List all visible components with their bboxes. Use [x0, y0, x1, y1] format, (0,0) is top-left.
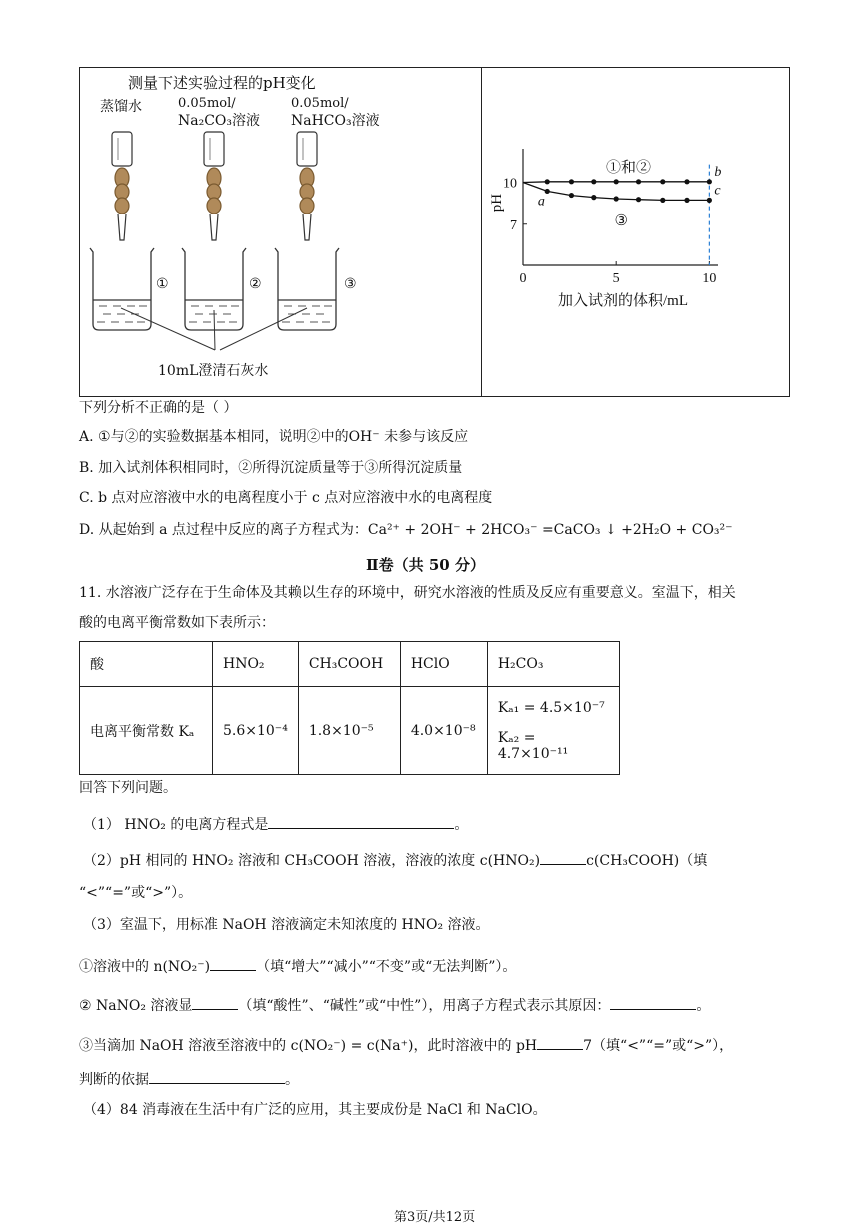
- q11-part3c-blank[interactable]: [537, 1035, 583, 1050]
- q11-part2-mid: c(CH₃COOH)（填: [586, 853, 708, 869]
- x-tick-label-1: 5: [612, 271, 620, 286]
- q10-option-a-text: ①与②的实验数据基本相同，说明②中的OH⁻ 未参与该反应: [98, 429, 469, 445]
- q11-part3b-text: ② NaNO₂ 溶液显: [79, 998, 193, 1014]
- x-tick-label-2: 10: [702, 271, 717, 286]
- y-tick-label-1: 10: [503, 176, 517, 192]
- q11-part1-blank[interactable]: [268, 814, 454, 829]
- q11-part2-blank[interactable]: [540, 850, 586, 865]
- q11-part3a-text: ①溶液中的 n(NO₂⁻): [79, 959, 211, 975]
- ka-value-h2co3: [487, 687, 619, 775]
- ka-value-h2co3-ka2: Kₐ₂ = 4.7×10⁻¹¹: [497, 729, 569, 762]
- ka-table-header-acid: 酸: [80, 642, 213, 687]
- y-axis-label: pH: [489, 193, 505, 213]
- reagent-3-line1: 0.05mol/: [291, 96, 349, 111]
- series-label-3: ③: [614, 213, 628, 229]
- q11-part3a: [79, 956, 516, 976]
- series-1-point-4: [614, 196, 619, 201]
- ka-table-header-hclo: HClO: [400, 642, 487, 687]
- point-label-b: b: [714, 164, 722, 180]
- beaker-3: [275, 248, 339, 330]
- chart-axes: [489, 149, 718, 309]
- series-0-point-6: [660, 179, 665, 184]
- q11-part3b: [79, 995, 710, 1015]
- q11-part3c-basis-blank[interactable]: [149, 1069, 285, 1084]
- q11-part1: [83, 814, 468, 834]
- beaker-label-3: ③: [344, 276, 357, 292]
- q10-option-b-text: 加入试剂体积相同时，②所得沉淀质量等于③所得沉淀质量: [98, 460, 463, 476]
- ka-value-ch3cooh: 1.8×10⁻⁵: [298, 687, 400, 775]
- dropper-3: [297, 132, 317, 240]
- ka-table: [79, 641, 620, 775]
- ka-value-hclo: 4.0×10⁻⁸: [400, 687, 487, 775]
- q10-option-d: [79, 521, 733, 539]
- ka-table-header-h2co3: H₂CO₃: [487, 642, 619, 687]
- q11-part3c-line2-end: 。: [285, 1072, 299, 1088]
- series-1-point-2: [569, 193, 574, 198]
- q11-part3a-post: （填“增大”“减小”“不变”或“无法判断”）。: [256, 959, 517, 975]
- beaker-label-1: ①: [156, 276, 169, 292]
- q11-part2-text: （2）pH 相同的 HNO₂ 溶液和 CH₃COOH 溶液，溶液的浓度 c(HNO₂): [83, 853, 541, 869]
- apparatus-illustration: [85, 128, 475, 378]
- q11-part3c-line2-text: 判断的依据: [79, 1072, 149, 1088]
- ka-table-header-ch3cooh: CH₃COOH: [298, 642, 400, 687]
- reagent-2-line2: Na₂CO₃溶液: [178, 113, 261, 129]
- reagent-3-line2: NaHCO₃溶液: [291, 113, 380, 129]
- ka-value-h2co3-ka1: Kₐ₁ = 4.5×10⁻⁷: [497, 699, 605, 716]
- ka-table-row-label: 电离平衡常数 Kₐ: [80, 687, 213, 775]
- lime-water-label: 10mL澄清石灰水: [158, 363, 269, 379]
- q11-intro-line2: 酸的电离平衡常数如下表所示：: [79, 615, 275, 631]
- answer-prompt: 回答下列问题。: [79, 780, 177, 796]
- q11-part3c-post: 7（填“<”“=”或“>”），: [583, 1038, 734, 1054]
- series-0-point-8: [707, 179, 712, 184]
- series-1-point-7: [684, 198, 689, 203]
- ka-value-hno2: 5.6×10⁻⁴: [213, 687, 299, 775]
- q10-option-d-text: 从起始到 a 点过程中反应的离子方程式为：Ca²⁺ + 2OH⁻ + 2HCO₃⁻ =CaCO₃ ↓ +2H₂O + CO₃²⁻: [98, 522, 733, 538]
- series-label-1-and-2: ①和②: [606, 159, 652, 176]
- series-0-point-5: [636, 179, 641, 184]
- ph-chart: [483, 140, 723, 320]
- ka-table-header-hno2: HNO₂: [213, 642, 299, 687]
- q11-part3a-blank[interactable]: [210, 956, 256, 971]
- q11-part3c: [79, 1035, 733, 1055]
- dropper-2: [204, 132, 224, 240]
- q10-option-c-letter: C.: [79, 490, 94, 506]
- series-1-point-5: [636, 197, 641, 202]
- chart-marks: [523, 159, 721, 229]
- beaker-1: [90, 248, 154, 330]
- figure-left-title: 测量下述实验过程的pH变化: [128, 74, 316, 92]
- series-1-point-3: [591, 195, 596, 200]
- q11-part2-line2: “<”“=”或“>”）。: [79, 885, 193, 901]
- x-axis-label: 加入试剂的体积/mL: [558, 293, 688, 309]
- point-label-c: c: [714, 183, 721, 199]
- series-0-point-2: [569, 179, 574, 184]
- q11-part3b-post: （填“酸性”、“碱性”或“中性”），用离子方程式表示其原因：: [238, 998, 611, 1014]
- q10-option-c: [79, 489, 492, 507]
- q11-part4: （4）84 消毒液在生活中有广泛的应用，其主要成份是 NaCl 和 NaClO。: [83, 1102, 547, 1118]
- q11-part2: [83, 850, 707, 870]
- q11-part1-end: 。: [454, 817, 469, 833]
- series-0-point-4: [614, 179, 619, 184]
- y-tick-label-0: 7: [510, 217, 517, 233]
- page-footer: 第3页/共12页: [394, 1210, 476, 1225]
- q11-part3: （3）室温下，用标准 NaOH 溶液滴定未知浓度的 HNO₂ 溶液。: [83, 917, 490, 933]
- q11-part1-text: （1） HNO₂ 的电离方程式是: [83, 817, 269, 833]
- q11-part3c-text: ③当滴加 NaOH 溶液至溶液中的 c(NO₂⁻) = c(Na⁺)，此时溶液中的 pH: [79, 1038, 538, 1054]
- reagent-1-label: 蒸馏水: [100, 99, 142, 115]
- q10-option-a-letter: A.: [79, 429, 94, 445]
- reagent-2-line1: 0.05mol/: [178, 96, 236, 111]
- q11-part3b-end: 。: [696, 998, 711, 1014]
- q10-option-c-text: b 点对应溶液中水的电离程度小于 c 点对应溶液中水的电离程度: [98, 490, 493, 506]
- series-0-point-3: [591, 179, 596, 184]
- q10-stem: 下列分析不正确的是（ ）: [79, 400, 238, 416]
- q11-part3b-blank2[interactable]: [610, 995, 696, 1010]
- q10-option-a: [79, 428, 468, 446]
- series-1-point-8: [707, 198, 712, 203]
- q10-option-d-letter: D.: [79, 522, 95, 538]
- series-0-point-1: [545, 179, 550, 184]
- x-tick-label-0: 0: [519, 271, 527, 286]
- dropper-1: [112, 132, 132, 240]
- series-1-point-1: [545, 189, 550, 194]
- series-1-point-6: [660, 198, 665, 203]
- section-2-title: Ⅱ卷（共 50 分）: [366, 556, 485, 574]
- beaker-label-2: ②: [249, 276, 262, 292]
- q10-option-b-letter: B.: [79, 460, 94, 476]
- q10-option-b: [79, 459, 462, 477]
- q11-part3c-line2: [79, 1069, 299, 1089]
- series-0-point-7: [684, 179, 689, 184]
- q11-part3b-blank1[interactable]: [192, 995, 238, 1010]
- point-label-a: a: [537, 194, 545, 210]
- q11-intro-line1: 11. 水溶液广泛存在于生命体及其赖以生存的环境中，研究水溶液的性质及反应有重要意义。室温下，相关: [79, 585, 736, 601]
